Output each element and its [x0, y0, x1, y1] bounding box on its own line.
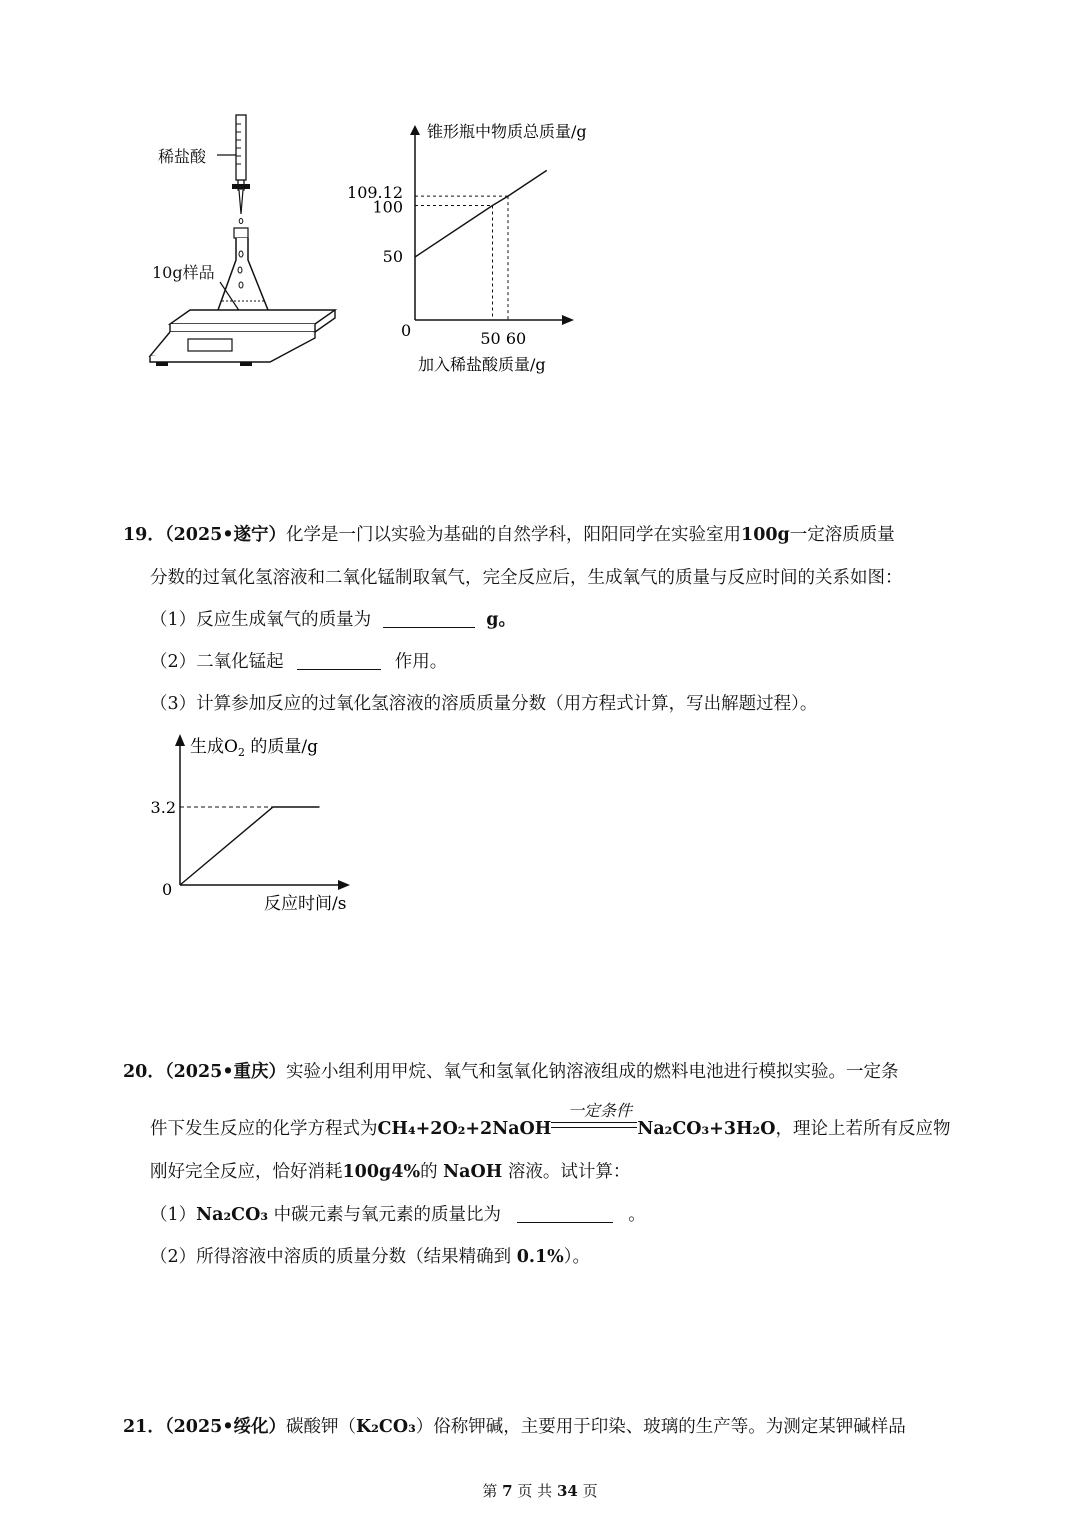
q19-line2: 分数的过氧化氢溶液和二氧化锰制取氧气，完全反应后，生成氧气的质量与反应时间的关系如图： [150, 568, 903, 588]
footer-total: 34 [556, 1482, 578, 1500]
q19-chart [140, 728, 380, 918]
q19-answer-blank-1[interactable] [383, 609, 475, 628]
q19-part3: （3）计算参加反应的过氧化氢溶液的溶质质量分数（用方程式计算，写出解题过程）。 [150, 694, 818, 714]
q19-p2-post: 作用。 [394, 652, 448, 672]
chart1-x-arrow [562, 315, 574, 325]
chart2-xlabel: 反应时间/s [264, 894, 347, 914]
flask [218, 238, 269, 316]
q20-p1-mid: 中碳元素与氧元素的质量比为 [273, 1205, 502, 1225]
q20-line3-bold2: NaOH [443, 1162, 503, 1182]
stopcock [232, 184, 250, 189]
q20-eq-condition: 一定条件 [568, 1101, 633, 1120]
chart2-ytick: 3.2 [150, 798, 176, 817]
q21-number: 21． [123, 1417, 165, 1437]
q19-number: 19． [123, 525, 165, 545]
q20-source: （2025•重庆） [164, 1062, 287, 1082]
q20-number: 20． [123, 1062, 165, 1082]
balance-top [170, 310, 335, 324]
chart2-x-arrow [338, 880, 350, 890]
acid-label: 稀盐酸 [158, 147, 207, 166]
q19-source: （2025•遂宁） [164, 525, 287, 545]
q20-line3-bold: 100g4% [342, 1162, 421, 1182]
q20-part1 [150, 1203, 646, 1227]
q20-line3-mid: 的 [420, 1162, 438, 1182]
page-footer [0, 1480, 1080, 1501]
q19-p1-post: g。 [486, 610, 517, 630]
chart1-y-arrow [410, 125, 420, 135]
q21-stem-b: ）俗称钾碱，主要用于印染、玻璃的生产等。为测定某钾碱样品 [415, 1417, 906, 1437]
q19-stem-b: 一定溶质质量 [789, 525, 895, 545]
q21-formula: K₂CO₃ [356, 1417, 416, 1437]
q21-line1 [123, 1415, 906, 1439]
chart1-ytick-100: 100 [372, 197, 403, 217]
footer-pre: 第 [482, 1482, 498, 1500]
q19-stem-a: 化学是一门以实验为基础的自然学科，阳阳同学在实验室用 [286, 525, 742, 545]
footer-post: 页 [582, 1482, 598, 1500]
q21-stem-a: 碳酸钾（ [286, 1417, 357, 1437]
q19-part1 [150, 608, 516, 632]
figure1-apparatus [140, 110, 340, 380]
chart1-ylabel: 锥形瓶中物质总质量/g [427, 122, 587, 141]
q19-part2 [150, 650, 447, 674]
q20-p2-post: ）。 [563, 1247, 591, 1267]
q20-p1-pre: （1） [150, 1205, 197, 1225]
q19-stem-bold: 100g [741, 525, 790, 545]
chart1-svg [340, 115, 640, 380]
q19-p1-pre: （1）反应生成氧气的质量为 [150, 610, 372, 630]
q20-p2-pre: （2）所得溶液中溶质的质量分数（结果精确到 [150, 1247, 512, 1267]
q20-p1-post: 。 [628, 1205, 646, 1225]
q20-line1 [123, 1060, 899, 1084]
q19-answer-blank-2[interactable] [297, 651, 381, 670]
q20-line2-post: ，理论上若所有反应物 [775, 1119, 951, 1139]
q20-p1-formula: Na₂CO₃ [196, 1205, 268, 1225]
chart2-svg [140, 728, 380, 918]
q20-line3-post: 溶液。试计算： [507, 1162, 631, 1182]
figure1-chart [340, 115, 640, 380]
chart1-origin: 0 [401, 321, 412, 340]
balance-display [188, 339, 232, 351]
chart2-series-line [180, 807, 320, 885]
q20-stem-line1: 实验小组利用甲烷、氧气和氢氧化钠溶液组成的燃料电池进行模拟实验。一定条 [286, 1062, 899, 1082]
q20-line2-pre: 件下发生反应的化学方程式为 [150, 1119, 378, 1139]
q20-line2 [150, 1117, 950, 1141]
chart1-ytick-109: 109.12 [347, 183, 403, 203]
q20-part2 [150, 1245, 590, 1269]
chart1-xlabel: 加入稀盐酸质量/g [418, 355, 546, 374]
q20-answer-blank-1[interactable] [517, 1204, 613, 1223]
chart2-y-arrow [175, 734, 185, 746]
q19-p2-pre: （2）二氧化锰起 [150, 652, 284, 672]
chart1-xtick-60: 60 [505, 329, 527, 348]
chart1-xtick-50: 50 [480, 329, 501, 348]
q20-eq-left: CH₄+2O₂+2NaOH [377, 1119, 552, 1139]
q20-line3-pre: 刚好完全反应，恰好消耗 [150, 1162, 343, 1182]
footer-page: 7 [502, 1482, 513, 1500]
sample-label: 10g样品 [152, 263, 215, 282]
footer-mid: 页 共 [517, 1482, 553, 1500]
chart2-ylabel: 生成$O_2$ 的质量/g [190, 737, 318, 759]
q21-source: （2025•绥化） [164, 1417, 287, 1437]
q20-line3 [150, 1160, 630, 1184]
chart1-ytick-50: 50 [382, 247, 403, 266]
chart2-origin: 0 [162, 880, 173, 899]
q19-line1 [123, 523, 895, 547]
chart1-series-line [415, 170, 547, 257]
q20-eq-right: Na₂CO₃+3H₂O [637, 1119, 776, 1139]
q20-p2-bold: 0.1% [516, 1247, 564, 1267]
q20-eq-sign [551, 1120, 637, 1134]
